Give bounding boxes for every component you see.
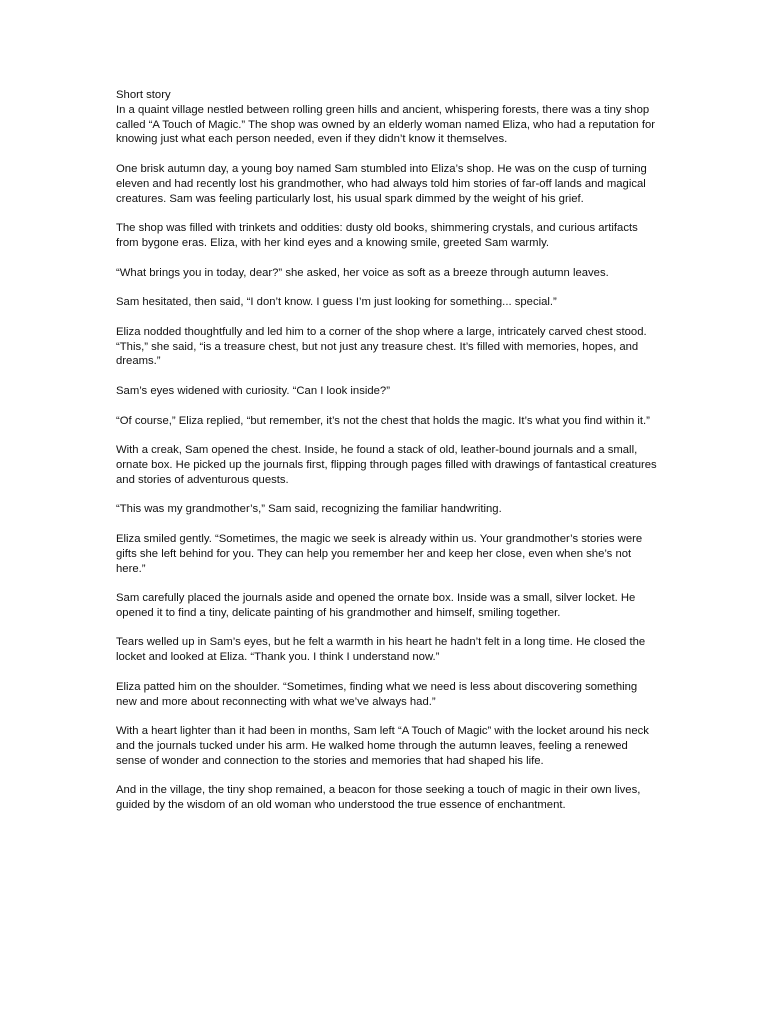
paragraph-14: Eliza patted him on the shoulder. “Sometimes, finding what we need is less about discovering something new and more about reconnecting with what we’ve always had.”: [116, 680, 638, 708]
document-page: [116, 88, 661, 828]
paragraph-9: With a creak, Sam opened the chest. Inside, he found a stack of old, leather-bound journals and a small, ornate box. He picked up the journals first, flipping through pages filled with drawings of fantastical creatures and stories of adventurous quests.: [116, 444, 657, 486]
paragraph-3: The shop was filled with trinkets and oddities: dusty old books, shimmering crystals, and curious artifacts from bygone eras. Eliza, with her kind eyes and a knowing smile, greeted Sam warmly.: [116, 222, 638, 249]
paragraph-2: One brisk autumn day, a young boy named Sam stumbled into Eliza’s shop. He was on the cusp of turning eleven and had recently lost his grandmother, who had always told him stories of far-off lands and magical creatures. Sam was feeling particularly lost, his usual spark dimmed by the weight of his grief.: [116, 162, 647, 205]
paragraph-6: Eliza nodded thoughtfully and led him to a corner of the shop where a large, intricately carved chest stood. “This,” she said, “is a treasure chest, but not just any treasure chest. It’s filled with memories, hopes, and dreams.”: [116, 325, 647, 368]
paragraph-7: Sam’s eyes widened with curiosity. “Can I look inside?”: [116, 384, 390, 397]
paragraph-11: Eliza smiled gently. “Sometimes, the magic we seek is already within us. Your grandmother’s stories were gifts she left behind for you. They can help you remember her and keep her close, even when she’s not here.”: [116, 532, 643, 575]
paragraph-13: Tears welled up in Sam’s eyes, but he felt a warmth in his heart he hadn’t felt in a long time. He closed the locket and looked at Eliza. “Thank you. I think I understand now.”: [116, 636, 646, 664]
paragraph-12: Sam carefully placed the journals aside and opened the ornate box. Inside was a small, silver locket. He opened it to find a tiny, delicate painting of his grandmother and himself, smiling together.: [116, 592, 636, 619]
paragraph-1: In a quaint village nestled between rolling green hills and ancient, whispering forests, there was a tiny shop called “A Touch of Magic.” The shop was owned by an elderly woman named Eliza, who had a reputation for knowing just what each person needed, even if they didn’t know it themselves.: [116, 103, 656, 146]
paragraph-15: With a heart lighter than it had been in months, Sam left “A Touch of Magic” with the locket around his neck and the journals tucked under his arm. He walked home through the autumn leaves, feeling a renewed sense of wonder and connection to the stories and memories that had shaped his life.: [116, 725, 649, 767]
paragraph-16: And in the village, the tiny shop remained, a beacon for those seeking a touch of magic in their own lives, guided by the wisdom of an old woman who understood the true essence of enchantment.: [116, 784, 641, 812]
paragraph-5: Sam hesitated, then said, “I don’t know. I guess I’m just looking for something... special.”: [116, 296, 557, 309]
paragraph-8: “Of course,” Eliza replied, “but remember, it’s not the chest that holds the magic. It’s what you find within it.”: [116, 414, 650, 427]
paragraph-4: “What brings you in today, dear?” she asked, her voice as soft as a breeze through autumn leaves.: [116, 266, 609, 279]
paragraph-10: “This was my grandmother’s,” Sam said, recognizing the familiar handwriting.: [116, 503, 502, 516]
document-title: Short story: [116, 89, 171, 101]
